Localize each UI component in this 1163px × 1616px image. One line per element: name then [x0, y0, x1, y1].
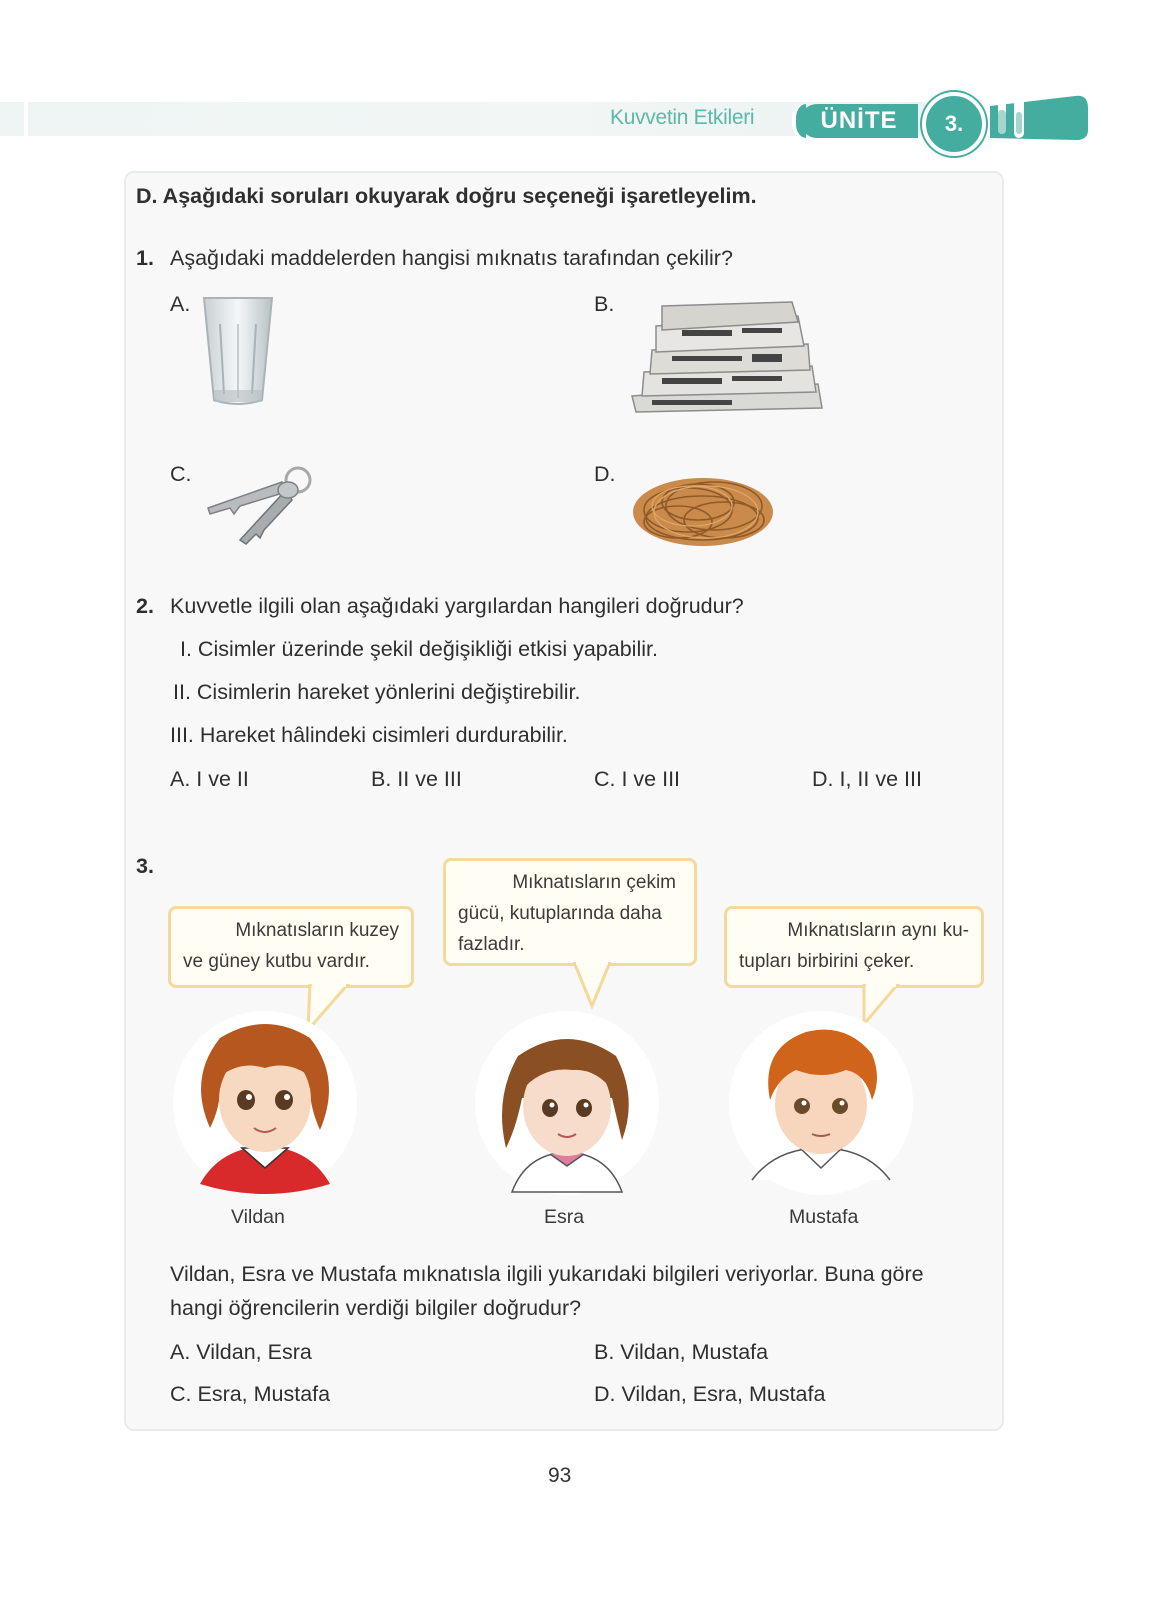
q3-text-line2: hangi öğrencilerin verdiği bilgiler doğrudur? — [170, 1296, 582, 1320]
newspaper-stack-icon — [622, 300, 828, 416]
q1-option-a-label[interactable]: A. — [170, 292, 191, 316]
q2-option-a[interactable]: A. I ve II — [170, 767, 249, 791]
unit-number-badge: 3. — [922, 92, 986, 156]
keys-icon — [200, 462, 318, 548]
q1-option-d-label[interactable]: D. — [594, 462, 616, 486]
q2-option-d[interactable]: D. I, II ve III — [812, 767, 922, 791]
speech-bubble-mustafa — [724, 906, 984, 988]
chapter-title: Kuvvetin Etkileri — [610, 106, 755, 129]
bubble-esra-line2: gücü, kutuplarında daha — [458, 903, 662, 924]
q3-number: 3. — [136, 854, 154, 878]
q3-text-line1: Vildan, Esra ve Mustafa mıknatısla ilgili yukarıdaki bilgileri veriyorlar. Buna göre — [170, 1262, 924, 1286]
speech-bubble-esra — [443, 858, 697, 966]
esra-portrait — [472, 1008, 662, 1198]
q2-option-b[interactable]: B. II ve III — [371, 767, 462, 791]
q3-option-b[interactable]: B. Vildan, Mustafa — [594, 1340, 769, 1364]
bubble-esra-line3: fazladır. — [458, 934, 525, 955]
header-divider — [24, 102, 28, 136]
test-tube-ribbon-icon — [990, 88, 1090, 144]
glass-cup-icon — [200, 294, 276, 410]
name-mustafa: Mustafa — [789, 1206, 859, 1228]
vildan-portrait — [170, 1008, 360, 1198]
name-esra: Esra — [544, 1206, 585, 1228]
q1-text: Aşağıdaki maddelerden hangisi mıknatıs tarafından çekilir? — [170, 246, 733, 270]
mustafa-portrait — [726, 1008, 916, 1198]
q1-option-c-label[interactable]: C. — [170, 462, 192, 486]
q2-number: 2. — [136, 594, 154, 618]
speech-bubble-vildan — [168, 906, 414, 988]
q2-statement-2: II. Cisimlerin hareket yönlerini değiştirebilir. — [173, 680, 581, 704]
q2-statement-3: III. Hareket hâlindeki cisimleri durdurabilir. — [170, 723, 568, 747]
bubble-vildan-line1: Mıknatısların kuzey — [235, 920, 399, 941]
bubble-vildan-line2: ve güney kutbu vardır. — [183, 951, 370, 972]
q1-number: 1. — [136, 246, 154, 270]
q2-option-c[interactable]: C. I ve III — [594, 767, 681, 791]
bubble-mustafa-line2: tupları birbirini çeker. — [739, 951, 915, 972]
bubble-mustafa-line1: Mıknatısların aynı ku- — [787, 920, 969, 941]
section-title: D. Aşağıdaki soruları okuyarak doğru seçeneği işaretleyelim. — [136, 184, 757, 208]
q1-option-b-label[interactable]: B. — [594, 292, 615, 316]
bubble-tail-esra — [566, 962, 616, 1012]
page-number: 93 — [548, 1464, 572, 1487]
unit-label: ÜNİTE — [800, 104, 918, 138]
rubber-bands-icon — [628, 466, 778, 550]
bubble-esra-line1: Mıknatısların çekim — [512, 872, 676, 893]
q3-option-a[interactable]: A. Vildan, Esra — [170, 1340, 312, 1364]
name-vildan: Vildan — [231, 1206, 285, 1228]
q3-option-d[interactable]: D. Vildan, Esra, Mustafa — [594, 1382, 826, 1406]
q3-option-c[interactable]: C. Esra, Mustafa — [170, 1382, 331, 1406]
q2-text: Kuvvetle ilgili olan aşağıdaki yargılardan hangileri doğrudur? — [170, 594, 744, 618]
q2-statement-1: I. Cisimler üzerinde şekil değişikliği etkisi yapabilir. — [180, 637, 658, 661]
